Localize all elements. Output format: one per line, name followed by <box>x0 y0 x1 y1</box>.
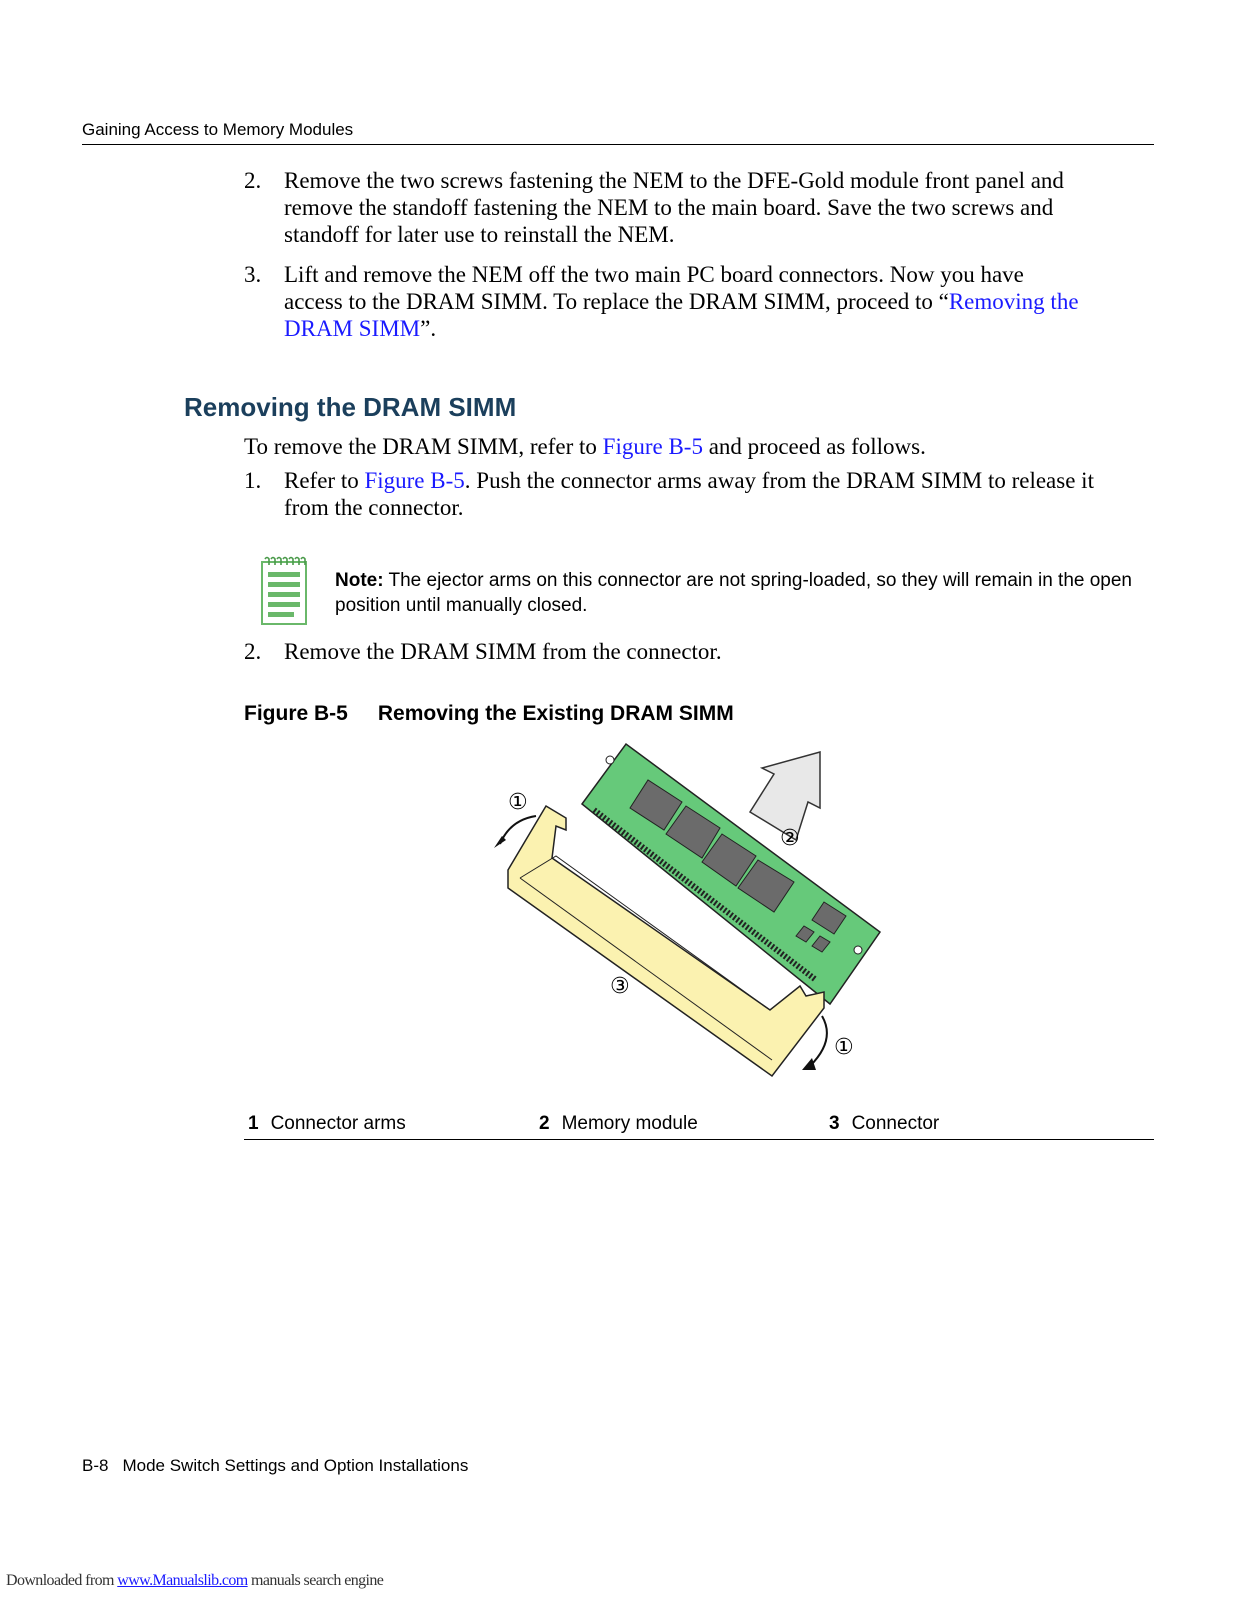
figure-number: Figure B-5 <box>244 702 348 725</box>
link-figure-b5[interactable]: Figure B-5 <box>602 434 703 459</box>
watermark-text: Downloaded from <box>6 1572 118 1589</box>
step-number: 2. <box>244 168 262 193</box>
step-number: 3. <box>244 262 262 287</box>
step-text: Refer to <box>284 468 365 493</box>
watermark-text: manuals search engine <box>247 1572 384 1589</box>
link-removing-dram-simm[interactable]: DRAM SIMM <box>284 316 421 341</box>
link-figure-b5[interactable]: Figure B-5 <box>364 468 465 493</box>
step-text-line: from the connector. <box>284 495 464 520</box>
note-text <box>335 568 1165 618</box>
legend-number: 1 <box>248 1113 259 1134</box>
list-item <box>244 638 1144 665</box>
intro-paragraph <box>244 433 926 460</box>
step-text-line: access to the DRAM SIMM. To replace the DRAM SIMM, proceed to “ <box>284 289 949 314</box>
page-number: B-8 <box>82 1456 109 1475</box>
intro-text: To remove the DRAM SIMM, refer to <box>244 434 603 459</box>
running-header: Gaining Access to Memory Modules <box>82 120 354 139</box>
figure-caption <box>244 702 734 726</box>
legend-item <box>248 1113 406 1135</box>
legend-label: Connector arms <box>270 1113 406 1134</box>
callout-3: ③ <box>610 974 630 999</box>
step-text: Remove the DRAM SIMM from the connector. <box>284 639 722 664</box>
step-text-line: Remove the two screws fastening the NEM to the DFE-Gold module front panel and <box>284 168 1064 193</box>
step-text-line: standoff for later use to reinstall the NEM. <box>284 222 675 247</box>
legend-label: Connector <box>851 1113 940 1134</box>
arm-arrowhead-bottom <box>802 1058 816 1070</box>
legend-number: 3 <box>829 1113 840 1134</box>
note-body: The ejector arms on this connector are not spring-loaded, so they will remain in the open position until manually closed. <box>335 570 1133 616</box>
section-heading: Removing the DRAM SIMM <box>184 392 517 422</box>
step-text: . Push the connector arms away from the DRAM SIMM to release it <box>464 468 1094 493</box>
header-rule <box>82 144 1154 145</box>
figure-legend <box>244 1113 1154 1141</box>
legend-label: Memory module <box>561 1113 698 1134</box>
step-number: 1. <box>244 468 262 493</box>
list-item <box>244 167 1144 248</box>
step-number: 2. <box>244 639 262 664</box>
step-text-line: Lift and remove the NEM off the two main PC board connectors. Now you have <box>284 262 1024 287</box>
legend-number: 2 <box>539 1113 550 1134</box>
legend-rule <box>244 1139 1154 1140</box>
legend-item <box>829 1113 939 1135</box>
callout-1-top: ① <box>508 790 528 815</box>
download-watermark <box>6 1572 383 1590</box>
link-removing-dram-simm[interactable]: Removing the <box>948 289 1079 314</box>
list-item <box>244 467 1144 521</box>
footer-title: Mode Switch Settings and Option Installations <box>122 1456 469 1475</box>
step-text-line: ”. <box>420 316 437 341</box>
arm-arrowhead-top <box>494 836 506 848</box>
legend-item <box>539 1113 698 1135</box>
callout-1-bottom: ① <box>834 1035 854 1060</box>
figure-title: Removing the Existing DRAM SIMM <box>377 702 734 725</box>
callout-2: ② <box>780 826 800 851</box>
step-text-line: remove the standoff fastening the NEM to the main board. Save the two screws and <box>284 195 1054 220</box>
manualslib-link[interactable]: www.Manualslib.com <box>117 1572 248 1589</box>
note-icon <box>260 556 310 628</box>
intro-text: and proceed as follows. <box>702 434 926 459</box>
note-label: Note: <box>335 570 384 591</box>
page-footer <box>82 1456 468 1476</box>
list-item <box>244 261 1144 342</box>
